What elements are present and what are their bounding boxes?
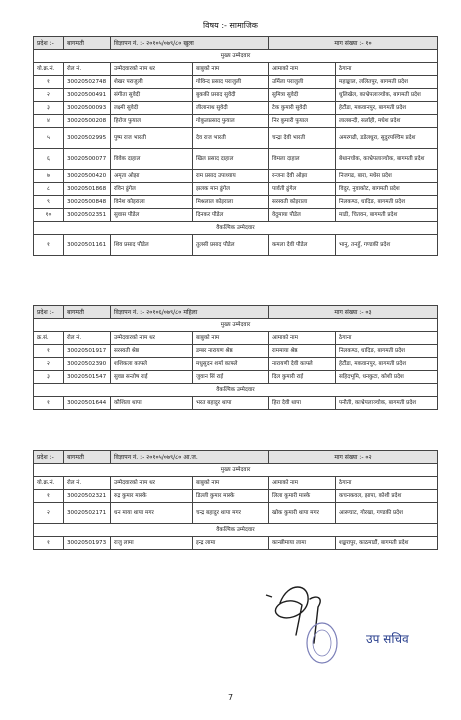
address-cell: अमरगढी, डडेलधुरा, सुदुरपश्चिम प्रदेश bbox=[336, 128, 438, 149]
father-name-cell: लीलानाथ सुवेदी bbox=[193, 102, 269, 115]
section-header bbox=[34, 37, 438, 50]
mother-name-cell: हिरा देवी थापा bbox=[269, 397, 336, 410]
mother-name-cell: उर्मिला पराजुली bbox=[269, 76, 336, 89]
mother-name-cell: कान्छीमाया लामा bbox=[269, 537, 336, 550]
roll-number-cell: 30020500848 bbox=[64, 196, 111, 209]
roll-number-cell: 30020500491 bbox=[64, 89, 111, 102]
candidate-row bbox=[34, 89, 438, 102]
col-address: ठेगाना bbox=[336, 477, 438, 490]
address-cell: निलकण्ठ, धादिङ, बागमती प्रदेश bbox=[336, 345, 438, 358]
col-father: बाबुको नाम bbox=[193, 332, 269, 345]
father-name-cell: मधुसुदन शर्मा काफ्ले bbox=[193, 358, 269, 371]
serial-cell: १ bbox=[34, 235, 64, 256]
candidate-name-cell: शशिकला काफ्ले bbox=[111, 358, 193, 371]
mother-name-cell: खोक कुमारी थापा मगर bbox=[269, 503, 336, 524]
roll-number-cell: 30020501868 bbox=[64, 183, 111, 196]
candidate-row bbox=[34, 490, 438, 503]
mother-name-cell: वेदुमाया पौडेल bbox=[269, 209, 336, 222]
candidate-row bbox=[34, 196, 438, 209]
address-cell: लालबन्दी, सर्लाही, मधेश प्रदेश bbox=[336, 115, 438, 128]
serial-cell: २ bbox=[34, 89, 64, 102]
col-name: उम्मेदवारको नाम थर bbox=[111, 332, 193, 345]
father-name-cell: देव राज भारती bbox=[193, 128, 269, 149]
col-roll: रोल नं. bbox=[64, 477, 111, 490]
father-name-cell: डम्बर नारायण श्रेष्ठ bbox=[193, 345, 269, 358]
candidate-row bbox=[34, 170, 438, 183]
candidate-name-cell: संगीता सुवेदी bbox=[111, 89, 193, 102]
mother-name-cell: टेक कुमारी सुवेदी bbox=[269, 102, 336, 115]
result-table-open bbox=[33, 36, 438, 256]
candidate-row bbox=[34, 235, 438, 256]
candidate-row bbox=[34, 358, 438, 371]
address-cell: सहिदभूमि, धनकुटा, कोशी प्रदेश bbox=[336, 371, 438, 384]
candidate-name-cell: पुष्प राज भारती bbox=[111, 128, 193, 149]
page-subject: विषय :- सामाजिक bbox=[203, 21, 258, 30]
father-name-cell: भरत बहादुर थापा bbox=[193, 397, 269, 410]
serial-cell: ९ bbox=[34, 196, 64, 209]
demand-count: माग संख्या :- ०३ bbox=[269, 306, 438, 319]
col-mother: आमाको नाम bbox=[269, 332, 336, 345]
father-name-cell: जुवान सिं राई bbox=[193, 371, 269, 384]
col-mother: आमाको नाम bbox=[269, 63, 336, 76]
father-name-cell: डिल्ली कुमार मास्के bbox=[193, 490, 269, 503]
main-candidates-title: मुख्य उम्मेदवार bbox=[34, 464, 438, 477]
roll-number-cell: 30020502351 bbox=[64, 209, 111, 222]
address-cell: बेथानचोक, काभ्रेपलाञ्चोक, बागमती प्रदेश bbox=[336, 149, 438, 170]
mother-name-cell: नारायणी देवी काफ्ले bbox=[269, 358, 336, 371]
serial-cell: १ bbox=[34, 537, 64, 550]
demand-count: माग संख्या :- १० bbox=[269, 37, 438, 50]
mother-name-cell: सुमित्रा सुवेदी bbox=[269, 89, 336, 102]
address-cell: भानु, तनहुँ, गण्डकी प्रदेश bbox=[336, 235, 438, 256]
alternate-candidates-title: वैकल्पिक उम्मेदवार bbox=[34, 222, 438, 235]
mother-name-cell: सरस्वती कोइराला bbox=[269, 196, 336, 209]
address-cell: धुलिखेल, काभ्रेपलाञ्चोक, बागमती प्रदेश bbox=[336, 89, 438, 102]
father-name-cell: बुककी प्रसाद सुवेदी bbox=[193, 89, 269, 102]
serial-cell: १ bbox=[34, 490, 64, 503]
candidate-row bbox=[34, 102, 438, 115]
mother-name-cell: कमला देवी पौडेल bbox=[269, 235, 336, 256]
candidate-row bbox=[34, 397, 438, 410]
mother-name-cell: रन्जना देवी ओझा bbox=[269, 170, 336, 183]
serial-cell: ८ bbox=[34, 183, 64, 196]
father-name-cell: मिश्रलाल कोइराला bbox=[193, 196, 269, 209]
father-name-cell: खिल प्रसाद दाहाल bbox=[193, 149, 269, 170]
district-name: बागमती bbox=[64, 451, 111, 464]
col-name: उम्मेदवारको नाम थर bbox=[111, 477, 193, 490]
column-headers bbox=[34, 477, 438, 490]
roll-number-cell: 30020501547 bbox=[64, 371, 111, 384]
signatory-title: उप सचिव bbox=[366, 632, 409, 646]
mother-name-cell: लिला कुमारी मास्के bbox=[269, 490, 336, 503]
result-table-indigenous bbox=[33, 450, 438, 550]
col-sn: यो.क्र.नं. bbox=[34, 477, 64, 490]
province-label: प्रदेश :- bbox=[34, 37, 64, 50]
roll-number-cell: 30020501973 bbox=[64, 537, 111, 550]
father-name-cell: दिनकर पौडेल bbox=[193, 209, 269, 222]
candidate-name-cell: रविन ढुंगेल bbox=[111, 183, 193, 196]
candidate-name-cell: रुद्र कुमार मास्के bbox=[111, 490, 193, 503]
address-cell: हेटौंडा, मकवानपुर, बागमती प्रदेश bbox=[336, 102, 438, 115]
roll-number-cell: 30020501161 bbox=[64, 235, 111, 256]
serial-cell: ६ bbox=[34, 149, 64, 170]
address-cell: निलकण्ठ, धादिङ, बागमती प्रदेश bbox=[336, 196, 438, 209]
alternate-candidates-title: वैकल्पिक उम्मेदवार bbox=[34, 524, 438, 537]
official-stamp bbox=[305, 620, 339, 666]
address-cell: विदुर, नुवाकोट, बागमती प्रदेश bbox=[336, 183, 438, 196]
candidate-name-cell: धन माया थापा मगर bbox=[111, 503, 193, 524]
candidate-row bbox=[34, 115, 438, 128]
col-name: उम्मेदवारको नाम थर bbox=[111, 63, 193, 76]
column-headers bbox=[34, 63, 438, 76]
advert-number: विज्ञापन नं. :- २०१०५/०७९/८० आ.ज. bbox=[111, 451, 269, 464]
candidate-name-cell: लक्ष्मी सुवेदी bbox=[111, 102, 193, 115]
candidate-row bbox=[34, 209, 438, 222]
roll-number-cell: 30020500077 bbox=[64, 149, 111, 170]
address-cell: माडी, चितवन, बागमती प्रदेश bbox=[336, 209, 438, 222]
candidate-name-cell: शेखर पराजुली bbox=[111, 76, 193, 89]
result-table-women bbox=[33, 305, 438, 410]
district-name: बागमती bbox=[64, 306, 111, 319]
address-cell: हेटौंडा, मकवानपुर, बागमती प्रदेश bbox=[336, 358, 438, 371]
demand-count: माग संख्या :- ०२ bbox=[269, 451, 438, 464]
roll-number-cell: 30020502390 bbox=[64, 358, 111, 371]
serial-cell: ५ bbox=[34, 128, 64, 149]
candidate-name-cell: विनेश कोइराला bbox=[111, 196, 193, 209]
advert-number: विज्ञापन नं. :- २०१०५/०७९/८० खुला bbox=[111, 37, 269, 50]
main-candidates-title: मुख्य उम्मेदवार bbox=[34, 319, 438, 332]
serial-cell: २ bbox=[34, 358, 64, 371]
father-name-cell: गोविन्द प्रसाद पराजुली bbox=[193, 76, 269, 89]
address-cell: शङ्खरापुर, काठमाडौं, बागमती प्रदेश bbox=[336, 537, 438, 550]
col-father: बाबुको नाम bbox=[193, 63, 269, 76]
serial-cell: ३ bbox=[34, 371, 64, 384]
serial-cell: १ bbox=[34, 345, 64, 358]
candidate-row bbox=[34, 183, 438, 196]
roll-number-cell: 30020502748 bbox=[64, 76, 111, 89]
candidate-name-cell: राजु लामा bbox=[111, 537, 193, 550]
candidate-row bbox=[34, 503, 438, 524]
mother-name-cell: राममाया श्रेष्ठ bbox=[269, 345, 336, 358]
section-header bbox=[34, 451, 438, 464]
address-cell: कचनकवल, झापा, कोशी प्रदेश bbox=[336, 490, 438, 503]
col-mother: आमाको नाम bbox=[269, 477, 336, 490]
candidate-name-cell: हिरोज फुयाल bbox=[111, 115, 193, 128]
province-label: प्रदेश :- bbox=[34, 451, 64, 464]
section-header bbox=[34, 306, 438, 319]
serial-cell: ३ bbox=[34, 102, 64, 115]
advert-number: विज्ञापन नं. :- २०१०६/०७९/८० महिला bbox=[111, 306, 269, 319]
candidate-name-cell: सुवास पौडेल bbox=[111, 209, 193, 222]
candidate-name-cell: शिव प्रसाद पौडेल bbox=[111, 235, 193, 256]
roll-number-cell: 30020500093 bbox=[64, 102, 111, 115]
candidate-row bbox=[34, 345, 438, 358]
father-name-cell: गोकुलप्रसाद फुयाल bbox=[193, 115, 269, 128]
serial-cell: १० bbox=[34, 209, 64, 222]
candidate-name-cell: विवेक दाहाल bbox=[111, 149, 193, 170]
address-cell: महाङ्काल, ललितपुर, बागमती प्रदेश bbox=[336, 76, 438, 89]
candidate-name-cell: सुवन्न सन्तोष राई bbox=[111, 371, 193, 384]
mother-name-cell: पार्वती ढुंगेल bbox=[269, 183, 336, 196]
mother-name-cell: दिल कुमारी राई bbox=[269, 371, 336, 384]
serial-cell: ४ bbox=[34, 115, 64, 128]
serial-cell: १ bbox=[34, 397, 64, 410]
candidate-row bbox=[34, 371, 438, 384]
column-headers bbox=[34, 332, 438, 345]
mother-name-cell: निर कुमारी फुयाल bbox=[269, 115, 336, 128]
col-address: ठेगाना bbox=[336, 332, 438, 345]
serial-cell: १ bbox=[34, 76, 64, 89]
roll-number-cell: 30020500420 bbox=[64, 170, 111, 183]
candidate-name-cell: सरस्वती श्रेष्ठ bbox=[111, 345, 193, 358]
roll-number-cell: 30020502171 bbox=[64, 503, 111, 524]
candidate-row bbox=[34, 76, 438, 89]
candidate-row bbox=[34, 149, 438, 170]
father-name-cell: झलक मान ढुंगेल bbox=[193, 183, 269, 196]
candidate-row bbox=[34, 128, 438, 149]
father-name-cell: इन्द्र लामा bbox=[193, 537, 269, 550]
serial-cell: २ bbox=[34, 503, 64, 524]
main-candidates-title: मुख्य उम्मेदवार bbox=[34, 50, 438, 63]
mother-name-cell: विमला दाहाल bbox=[269, 149, 336, 170]
candidate-name-cell: कौशिला थापा bbox=[111, 397, 193, 410]
address-cell: निजगढ, बारा, मधेस प्रदेश bbox=[336, 170, 438, 183]
district-name: बागमती bbox=[64, 37, 111, 50]
roll-number-cell: 30020500208 bbox=[64, 115, 111, 128]
candidate-row bbox=[34, 537, 438, 550]
col-roll: रोल नं. bbox=[64, 63, 111, 76]
father-name-cell: चन्द्र बहादुर थापा मगर bbox=[193, 503, 269, 524]
serial-cell: ७ bbox=[34, 170, 64, 183]
roll-number-cell: 30020502995 bbox=[64, 128, 111, 149]
alternate-candidates-title: वैकल्पिक उम्मेदवार bbox=[34, 384, 438, 397]
address-cell: आरूघाट, गोरखा, गण्डकी प्रदेश bbox=[336, 503, 438, 524]
roll-number-cell: 30020501644 bbox=[64, 397, 111, 410]
col-sn: यो.क्र.नं. bbox=[34, 63, 64, 76]
address-cell: पनौती, काभ्रेपलाञ्चोक, बागमती प्रदेश bbox=[336, 397, 438, 410]
father-name-cell: राम प्रसाद उपाध्याय bbox=[193, 170, 269, 183]
col-roll: रोल नं. bbox=[64, 332, 111, 345]
candidate-name-cell: अमृता ओझा bbox=[111, 170, 193, 183]
roll-number-cell: 30020501917 bbox=[64, 345, 111, 358]
col-father: बाबुको नाम bbox=[193, 477, 269, 490]
col-sn: क्र.सं. bbox=[34, 332, 64, 345]
page-number: 7 bbox=[227, 693, 234, 702]
father-name-cell: तुलसी प्रसाद पौडेल bbox=[193, 235, 269, 256]
province-label: प्रदेश :- bbox=[34, 306, 64, 319]
roll-number-cell: 30020502321 bbox=[64, 490, 111, 503]
col-address: ठेगाना bbox=[336, 63, 438, 76]
mother-name-cell: चन्द्रा देवी भारती bbox=[269, 128, 336, 149]
